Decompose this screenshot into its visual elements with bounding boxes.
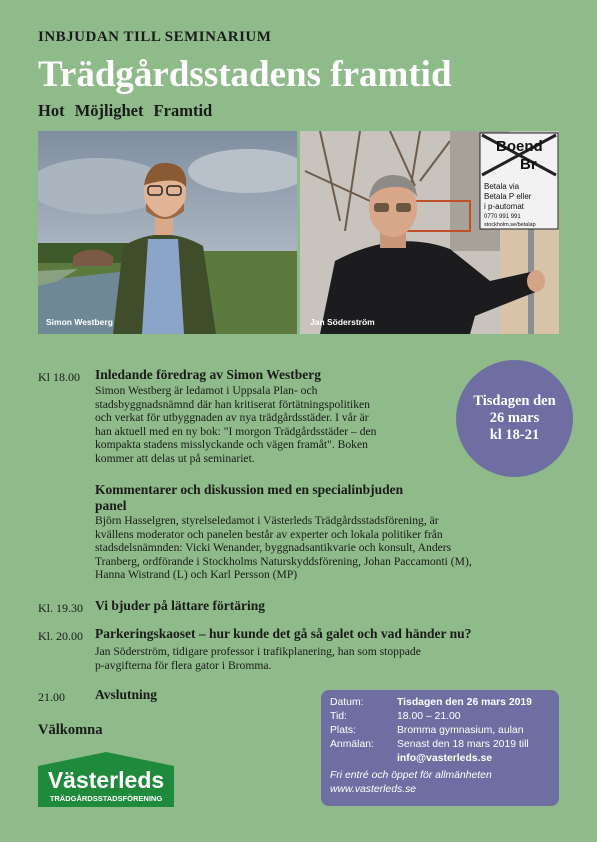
- sign-text-line: Boend: [496, 138, 543, 155]
- bubble-line: kl 18-21: [489, 427, 540, 443]
- info-value: Senast den 18 mars 2019 till: [397, 739, 529, 750]
- info-value: Bromma gymnasium, aulan: [397, 725, 524, 736]
- text-line: kompakta stadens misslyckande och vägen framåt". Boken: [95, 438, 368, 452]
- sign-text-line: stockholm.se/betalap: [484, 222, 536, 228]
- text-line: p-avgifterna för flera gator i Bromma.: [95, 658, 272, 672]
- program-description: [95, 384, 376, 466]
- sign-text-line: 0770 991 991: [484, 214, 521, 220]
- sign-text-line: Betala via: [484, 182, 520, 191]
- text-line: Björn Hasselgren, styrelseledamot i Västerleds Trädgårdsstadsförening, är: [95, 514, 439, 527]
- info-value: Tisdagen den 26 mars 2019: [397, 697, 532, 708]
- bubble-line: Tisdagen den: [473, 393, 556, 409]
- program-description: [95, 514, 472, 582]
- program-title: Avslutning: [95, 687, 158, 702]
- photo-caption: Jan Söderström: [310, 317, 375, 327]
- info-label: Anmälan:: [330, 739, 374, 750]
- text-line: Tranberg, ordförande i Stockholms Naturskyddsförening, Johan Paccamonti (M),: [95, 554, 472, 568]
- info-value: 18.00 – 21.00: [397, 711, 461, 722]
- sign-text-line: Br: [520, 156, 537, 173]
- program-title: Vi bjuder på lättare förtäring: [95, 598, 265, 613]
- page-title: Trädgårdsstadens framtid: [38, 54, 452, 95]
- program-description: [95, 645, 421, 672]
- info-footer-line: Fri entré och öppet för allmänheten: [330, 770, 492, 781]
- program-time: Kl 18.00: [38, 370, 80, 384]
- event-info-box: [321, 690, 559, 806]
- subtitle: Hot Möjlighet Framtid: [38, 101, 213, 120]
- program-title: Inledande föredrag av Simon Westberg: [95, 367, 322, 382]
- program-time: Kl. 19.30: [38, 601, 83, 615]
- text-line: och verkat för utbyggnaden av nya trädgårdsstäder. I vår är: [95, 411, 369, 425]
- invitation-kicker: INBJUDAN TILL SEMINARIUM: [38, 29, 272, 45]
- sign-text-line: i p-automat: [484, 202, 525, 211]
- photo-caption: Simon Westberg: [46, 317, 113, 327]
- program-title: [95, 482, 403, 514]
- bubble-line: 26 mars: [489, 410, 540, 426]
- info-label: Plats:: [330, 725, 356, 736]
- logo-name: Västerleds: [47, 767, 165, 793]
- sign-text-line: Betala P eller: [484, 192, 532, 201]
- program-time: Kl. 20.00: [38, 629, 83, 643]
- text-line: han aktuell med en ny bok: "I morgon Trädgårdsstäder – den: [95, 424, 377, 438]
- date-bubble: [456, 360, 573, 477]
- photo-jan-soderstrom: [300, 131, 559, 334]
- info-label: Tid:: [330, 711, 347, 722]
- text-line: stadsdelsnämnden: Vicki Wenander, byggnadsantikvarie och konsult, Anders: [95, 541, 452, 555]
- text-line: kvällens moderator och panelen består av experter och lokala politiker från: [95, 527, 443, 541]
- program-title: Parkeringskaoset – hur kunde det gå så galet och vad händer nu?: [95, 626, 472, 641]
- title-line: panel: [95, 498, 127, 513]
- text-line: Simon Westberg är ledamot i Uppsala Plan- och: [95, 384, 318, 397]
- title-line: Kommentarer och diskussion med en specialinbjuden: [95, 482, 404, 497]
- vasterleds-logo: [38, 752, 174, 807]
- photo-simon-westberg: [38, 131, 297, 334]
- info-label: Datum:: [330, 697, 364, 708]
- text-line: stadsbyggnadsnämnd där han kritiserat förtätningspolitiken: [95, 397, 370, 411]
- info-email[interactable]: info@vasterleds.se: [397, 753, 493, 764]
- text-line: kommer att delas ut på seminariet.: [95, 451, 255, 465]
- info-website[interactable]: www.vasterleds.se: [330, 784, 417, 795]
- welcome-text: Välkomna: [38, 722, 103, 738]
- text-line: Hanna Wistrand (L) och Karl Persson (MP): [95, 568, 298, 582]
- program-time: 21.00: [38, 690, 65, 704]
- logo-tagline: TRÄDGÅRDSSTADSFÖRENING: [49, 794, 163, 803]
- text-line: Jan Söderström, tidigare professor i trafikplanering, han som stoppade: [95, 645, 421, 658]
